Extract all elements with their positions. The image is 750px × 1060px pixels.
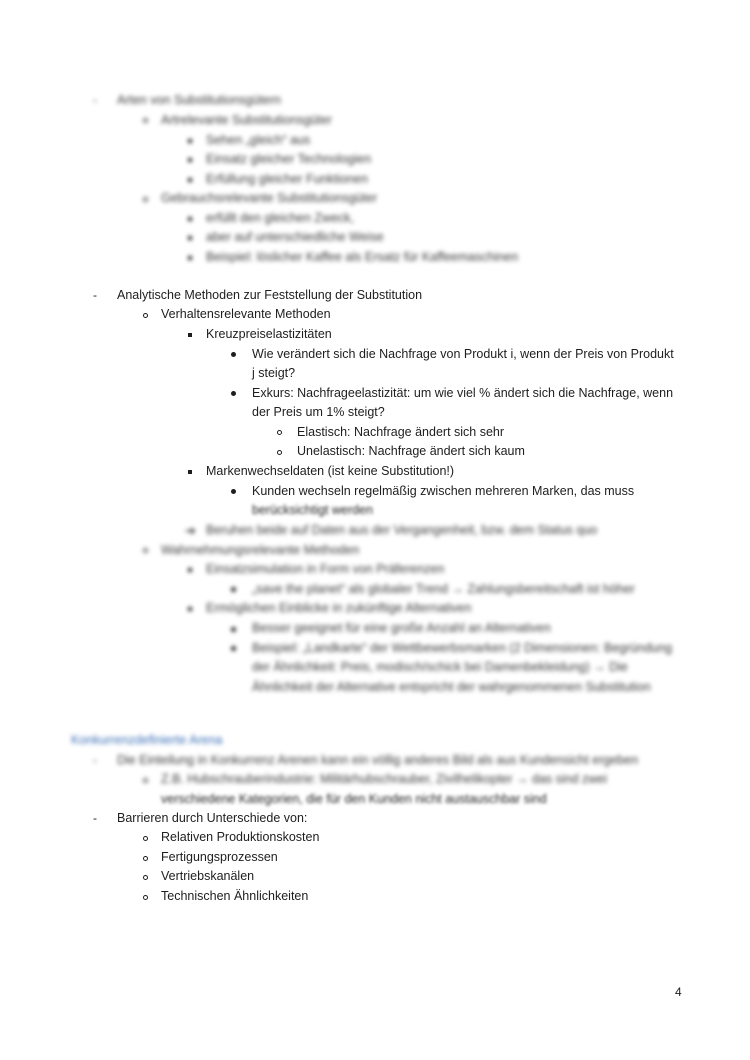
round-bullet bbox=[231, 489, 236, 494]
round-bullet bbox=[231, 352, 236, 357]
section-heading: Konkurrenzdefinierte Arena bbox=[71, 733, 223, 747]
square-bullet bbox=[188, 236, 192, 240]
round-bullet bbox=[231, 627, 236, 632]
text-line: aber auf unterschiedliche Weise bbox=[206, 230, 384, 244]
text-line: Wie verändert sich die Nachfrage von Produkt i, wenn der Preis von Produkt bbox=[252, 347, 674, 361]
square-bullet bbox=[188, 217, 192, 221]
text-line: Analytische Methoden zur Feststellung der Substitution bbox=[117, 288, 423, 302]
text-line: Die Einteilung in Konkurrenz Arenen kann ein völlig anderes Bild als aus Kundensicht ergeben bbox=[117, 753, 639, 767]
dash-bullet: - bbox=[93, 811, 97, 825]
text-line: Barrieren durch Unterschiede von: bbox=[117, 811, 308, 825]
text-line: „save the planet“ als globaler Trend → Zahlungsbereitschaft ist höher bbox=[252, 582, 635, 596]
text-line: Erfüllung gleicher Funktionen bbox=[206, 172, 368, 186]
text-line: Exkurs: Nachfrageelastizität: um wie viel % ändert sich die Nachfrage, wenn bbox=[252, 386, 674, 400]
text-line: verschiedene Kategorien, die für den Kunden nicht austauschbar sind bbox=[161, 792, 547, 806]
text-line: erfüllt den gleichen Zweck, bbox=[206, 211, 354, 225]
dash-bullet: - bbox=[93, 93, 97, 107]
text-line: Wahrnehmungsrelevante Methoden bbox=[161, 543, 360, 557]
text-line: Technischen Ähnlichkeiten bbox=[161, 889, 309, 903]
round-bullet bbox=[231, 646, 236, 651]
text-line: berücksichtigt werden bbox=[252, 503, 373, 517]
text-line: der Ähnlichkeit: Preis, modisch/schick bei Damenbekleidung) → Die bbox=[252, 660, 628, 674]
circle-bullet bbox=[143, 118, 148, 123]
text-line: Beispiel: löslicher Kaffee als Ersatz für Kaffeemaschinen bbox=[206, 250, 519, 264]
circle-bullet bbox=[143, 875, 148, 880]
circle-bullet bbox=[277, 430, 282, 435]
text-line: Unelastisch: Nachfrage ändert sich kaum bbox=[297, 444, 525, 458]
circle-bullet bbox=[143, 836, 148, 841]
text-line: Vertriebskanälen bbox=[161, 869, 255, 883]
dash-bullet: - bbox=[93, 753, 97, 767]
text-line: Verhaltensrelevante Methoden bbox=[161, 307, 331, 321]
text-line: Sehen „gleich“ aus bbox=[206, 133, 311, 147]
text-line: Arten von Substitutionsgütern bbox=[117, 93, 281, 107]
text-line: Relativen Produktionskosten bbox=[161, 830, 320, 844]
round-bullet bbox=[231, 391, 236, 396]
square-bullet bbox=[188, 470, 192, 474]
square-bullet bbox=[188, 158, 192, 162]
text-line: Gebrauchsrelevante Substitutionsgüter bbox=[161, 191, 378, 205]
text-line: Artrelevante Substitutionsgüter bbox=[161, 113, 332, 127]
circle-bullet bbox=[143, 856, 148, 861]
text-line: Z.B. Hubschrauberindustrie: Militärhubschrauber, Zivilhelikopter → das sind zwei bbox=[161, 772, 608, 786]
round-bullet bbox=[231, 587, 236, 592]
text-line: Elastisch: Nachfrage ändert sich sehr bbox=[297, 425, 505, 439]
circle-bullet bbox=[143, 197, 148, 202]
square-bullet bbox=[188, 256, 192, 260]
circle-bullet bbox=[143, 313, 148, 318]
text-line: Ähnlichkeit der Alternative entspricht der wahrgenommenen Substitution bbox=[252, 680, 651, 694]
circle-bullet bbox=[143, 548, 148, 553]
arrow-icon: ➔ bbox=[185, 523, 196, 538]
text-line: Einsatzsimulation in Form von Präferenzen bbox=[206, 562, 445, 576]
square-bullet bbox=[188, 178, 192, 182]
text-line: Einsatz gleicher Technologien bbox=[206, 152, 372, 166]
text-line: Besser geeignet für eine große Anzahl an Alternativen bbox=[252, 621, 551, 635]
text-line: Kunden wechseln regelmäßig zwischen mehreren Marken, das muss bbox=[252, 484, 635, 498]
text-line: j steigt? bbox=[252, 366, 296, 380]
text-line: Fertigungsprozessen bbox=[161, 850, 278, 864]
text-line: Markenwechseldaten (ist keine Substitution!) bbox=[206, 464, 455, 478]
circle-bullet bbox=[143, 778, 148, 783]
text-line: Beispiel: „Landkarte“ der Wettbewerbsmarken (2 Dimensionen: Begründung bbox=[252, 641, 673, 655]
square-bullet bbox=[188, 607, 192, 611]
text-line: der Preis um 1% steigt? bbox=[252, 405, 385, 419]
text-line: Ermöglichen Einblicke in zukünftige Alternativen bbox=[206, 601, 472, 615]
square-bullet bbox=[188, 568, 192, 572]
text-line: Beruhen beide auf Daten aus der Vergangenheit, bzw. dem Status quo bbox=[206, 523, 598, 537]
page-number: 4 bbox=[675, 985, 682, 999]
square-bullet bbox=[188, 139, 192, 143]
dash-bullet: - bbox=[93, 288, 97, 302]
circle-bullet bbox=[277, 450, 282, 455]
text-line: Kreuzpreiselastizitäten bbox=[206, 327, 332, 341]
circle-bullet bbox=[143, 895, 148, 900]
square-bullet bbox=[188, 333, 192, 337]
